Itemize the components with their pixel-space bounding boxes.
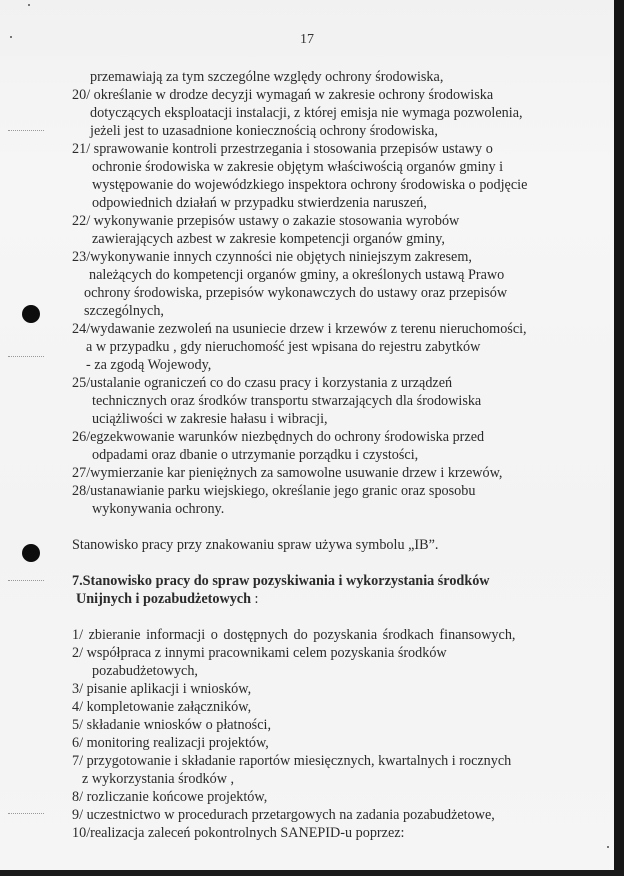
- list-item-1: 1/ zbieranie informacji o dostępnych do pozyskania środkach finansowych,: [72, 627, 516, 643]
- symbol-note: Stanowisko pracy przy znakowaniu spraw używa symbolu „IB”.: [72, 537, 439, 553]
- scan-speck: [607, 846, 609, 848]
- text-line: występowanie do wojewódzkiego inspektora ochrony środowiska o podjęcie: [92, 177, 528, 193]
- text-line: a w przypadku , gdy nieruchomość jest wpisana do rejestru zabytków: [86, 339, 481, 355]
- list-item-6: 6/ monitoring realizacji projektów,: [72, 735, 269, 751]
- text-line: jeżeli jest to uzasadnione koniecznością ochrony środowiska,: [90, 123, 438, 139]
- list-item-3: 3/ pisanie aplikacji i wniosków,: [72, 681, 252, 697]
- list-item-26: 26/egzekwowanie warunków niezbędnych do ochrony środowiska przed: [72, 429, 485, 445]
- list-item-4: 4/ kompletowanie załączników,: [72, 699, 252, 715]
- text-line: odpowiednich działań w przypadku stwierdzenia naruszeń,: [92, 195, 427, 211]
- list-item-21: 21/ sprawowanie kontroli przestrzegania i stosowania przepisów ustawy o: [72, 141, 493, 157]
- text-line: należących do kompetencji organów gminy, a określonych ustawą Prawo: [89, 267, 505, 283]
- list-item-2: 2/ współpraca z innymi pracownikami celem pozyskania środków: [72, 645, 447, 661]
- list-item-25: 25/ustalanie ograniczeń co do czasu pracy i korzystania z urządzeń: [72, 375, 453, 391]
- text-line: szczególnych,: [84, 303, 164, 319]
- text-line: - za zgodą Wojewody,: [86, 357, 212, 373]
- text-line: pozabudżetowych,: [92, 663, 198, 679]
- text-line: odpadami oraz dbanie o utrzymanie porządku i czystości,: [92, 447, 419, 463]
- list-item-23: 23/wykonywanie innych czynności nie objętych niniejszym zakresem,: [72, 249, 472, 265]
- scan-speck: [10, 36, 12, 38]
- list-item-27: 27/wymierzanie kar pieniężnych za samowolne usuwanie drzew i krzewów,: [72, 465, 503, 481]
- punch-hole-top: [22, 305, 40, 323]
- scan-speck: [28, 4, 30, 6]
- list-item-20: 20/ określanie w drodze decyzji wymagań w zakresie ochrony środowiska: [72, 87, 494, 103]
- list-item-10: 10/realizacja zaleceń pokontrolnych SANEPID-u poprzez:: [72, 825, 405, 841]
- list-item-22: 22/ wykonywanie przepisów ustawy o zakazie stosowania wyrobów: [72, 213, 460, 229]
- text-line: przemawiają za tym szczególne względy ochrony środowiska,: [90, 69, 444, 85]
- text-line: wykonywania ochrony.: [92, 501, 225, 517]
- text-line: zawierających azbest w zakresie kompetencji organów gminy,: [92, 231, 445, 247]
- scan-border-bottom: [0, 870, 624, 876]
- text-line: technicznych oraz środków transportu stwarzających dla środowiska: [92, 393, 482, 409]
- list-item-28: 28/ustanawianie parku wiejskiego, określanie jego granic oraz sposobu: [72, 483, 476, 499]
- text-line: ochronie środowiska w zakresie objętym właściwością organów gminy i: [92, 159, 504, 175]
- section-heading: 7.Stanowisko pracy do spraw pozyskiwania i wykorzystania środków: [72, 573, 490, 589]
- margin-dots: [8, 130, 44, 133]
- section-heading-colon: :: [251, 591, 259, 607]
- margin-dots: [8, 813, 44, 816]
- text-line: ochrony środowiska, przepisów wykonawczych do ustawy oraz przepisów: [84, 285, 508, 301]
- margin-dots: [8, 356, 44, 359]
- list-item-24: 24/wydawanie zezwoleń na usuniecie drzew i krzewów z terenu nieruchomości,: [72, 321, 527, 337]
- list-item-7: 7/ przygotowanie i składanie raportów miesięcznych, kwartalnych i rocznych: [72, 753, 512, 769]
- text-line: z wykorzystania środków ,: [82, 771, 235, 787]
- list-item-5: 5/ składanie wniosków o płatności,: [72, 717, 271, 733]
- list-item-8: 8/ rozliczanie końcowe projektów,: [72, 789, 268, 805]
- page-number: 17: [300, 32, 314, 47]
- text-line: uciążliwości w zakresie hałasu i wibracji,: [92, 411, 328, 427]
- section-heading-line2: [76, 591, 259, 607]
- text-line: dotyczących eksploatacji instalacji, z której emisja nie wymaga pozwolenia,: [90, 105, 523, 121]
- punch-hole-bottom: [22, 544, 40, 562]
- list-item-9: 9/ uczestnictwo w procedurach przetargowych na zadania pozabudżetowe,: [72, 807, 495, 823]
- margin-dots: [8, 580, 44, 583]
- scan-border-right: [614, 0, 624, 876]
- section-heading-text: Unijnych i pozabudżetowych: [76, 591, 251, 607]
